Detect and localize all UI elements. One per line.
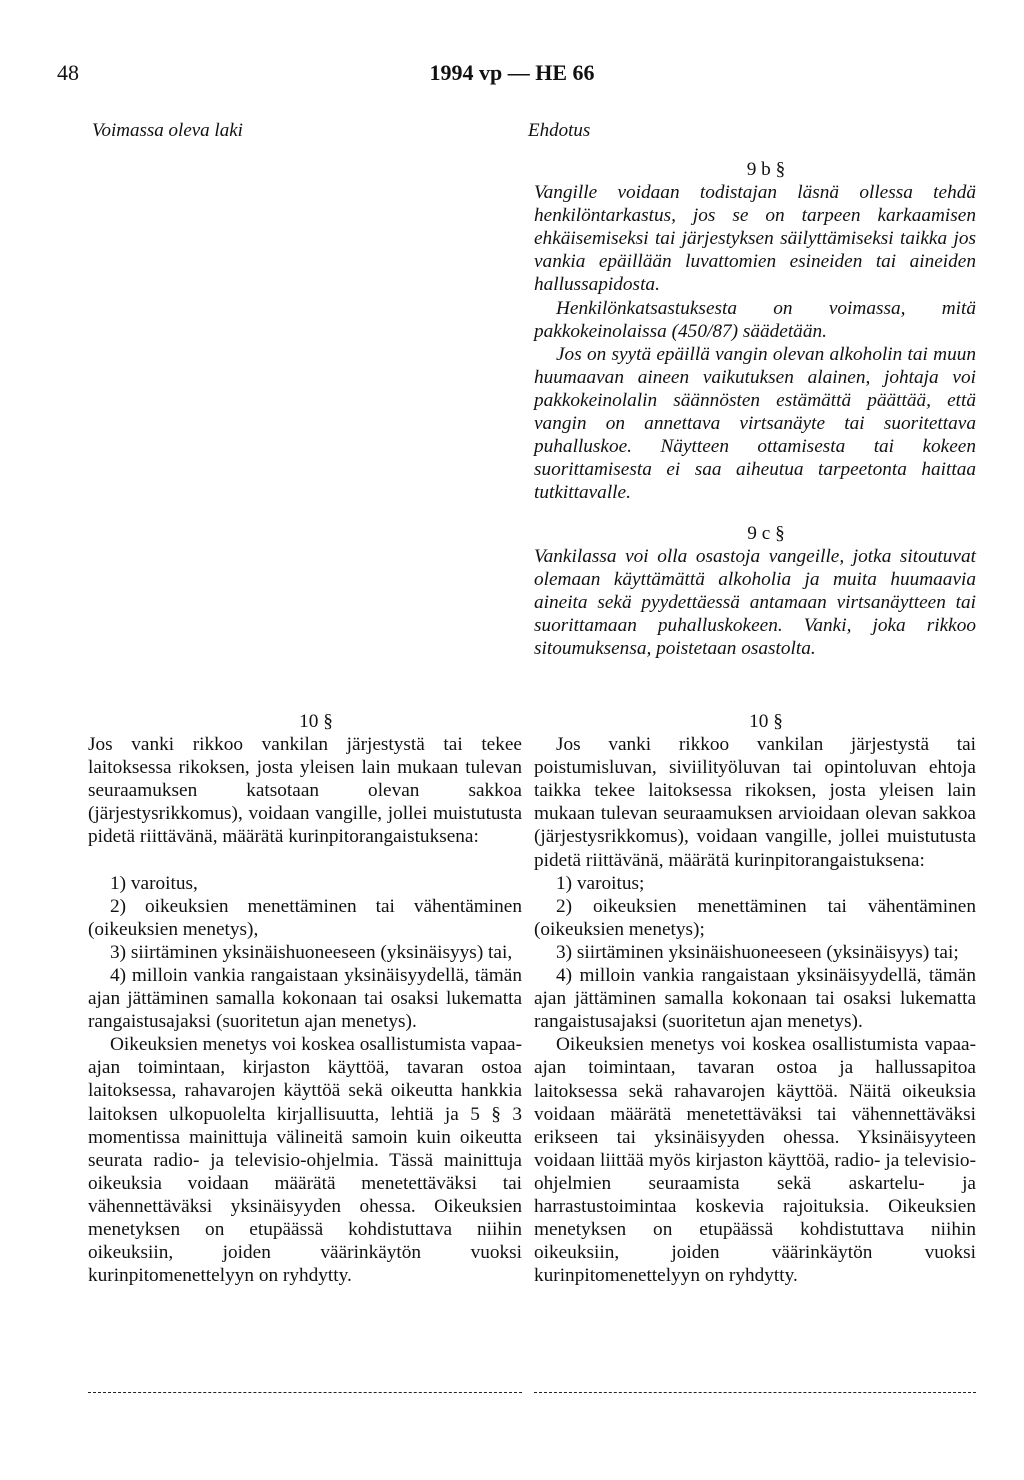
left-section-10-item-4: 4) milloin vankia rangaistaan yksinäisyydellä, tämän ajan jättäminen samalla kokonaan tai osaksi lukematta rangaistusajaksi (suoritetun ajan menetys). bbox=[88, 964, 522, 1033]
left-section-10 bbox=[88, 710, 522, 1287]
section-9b-para-3: Jos on syytä epäillä vangin olevan alkoholin tai muun huumaavan aineen vaikutuksen alainen, johtaja voi pakkokeinolalin säännösten estämättä päättää, että vangin on annettava virtsanäyte tai suoritettava puhalluskoe. Näytteen ottamisesta tai kokeen suorittamisesta ei saa aiheutua tarpeetonta haittaa tutkittavalle. bbox=[534, 343, 976, 504]
section-9b-title: 9 b § bbox=[746, 159, 786, 180]
right-section-10 bbox=[534, 710, 976, 1287]
left-section-10-intro: Jos vanki rikkoo vankilan järjestystä tai tekee laitoksessa rikoksen, josta yleisen lain mukaan tulevan seuraamuksen katsotaan olevan sakkoa (järjestysrikkomus), voidaan vangille, jollei muistutusta pidetä riittävänä, määrätä kurinpitorangaistuksena: bbox=[88, 734, 522, 848]
right-section-10-intro: Jos vanki rikkoo vankilan järjestystä tai poistumisluvan, siviilityöluvan tai opintoluvan ehtoja taikka tekee laitoksessa rikoksen, josta yleisen lain mukaan tulevan seuraamuksen arvioidaan olevan sakkoa (järjestysrikkomus), voidaan vangille, jollei muistutusta pidetä riittävänä, määrätä kurinpitorangaistuksena: bbox=[534, 734, 976, 871]
running-head: 1994 vp — HE 66 bbox=[429, 60, 595, 85]
right-section-10-item-3: 3) siirtäminen yksinäishuoneeseen (yksinäisyys) tai; bbox=[556, 941, 959, 963]
section-9b-para-1: Vangille voidaan todistajan läsnä ollessa tehdä henkilöntarkastus, jos se on tarpeen karkaamisen ehkäisemiseksi tai järjestyksen säilyttämiseksi taikka jos vankia epäillään luvattomien esineiden tai aineiden hallussapidosta. bbox=[534, 182, 976, 296]
page-number: 48 bbox=[57, 60, 79, 85]
left-section-10-title: 10 § bbox=[299, 711, 333, 732]
section-9c bbox=[534, 522, 976, 661]
right-section-10-para-2: Oikeuksien menetys voi koskea osallistumista vapaa-ajan toimintaan, tavaran ostoa ja hallussapitoa laitoksessa sekä rahavarojen käyttöä. Näitä oikeuksia voidaan määrätä menetettäväksi tai vähennettäväksi erikseen tai yksinäisyyden ohessa. Yksinäisyyteen voidaan liittää myös kirjaston käyttöä, radio- ja televisio-ohjelmien seuraamista sekä askartelu- ja harrastustoimintaa koskevia rajoituksia. Oikeuksien menetyksen on etupäässä kohdistuttava niihin oikeuksiin, joiden väärinkäytön vuoksi kurinpitomenettelyyn on ryhdytty. bbox=[534, 1034, 976, 1287]
right-column-header: Ehdotus bbox=[528, 120, 591, 141]
section-9b-para-2: Henkilönkatsastuksesta on voimassa, mitä pakkokeinolaissa (450/87) säädetään. bbox=[534, 297, 976, 342]
left-end-divider bbox=[88, 1392, 522, 1393]
section-9c-para-1: Vankilassa voi olla osastoja vangeille, jotka sitoutuvat olemaan käyttämättä alkoholia ja muita huumaavia aineita sekä pyydettäessä antamaan virtsanäytteen tai suorittamaan puhalluskokeen. Vanki, joka rikkoo sitoumuksensa, poistetaan osastolta. bbox=[534, 546, 976, 660]
left-column-header: Voimassa oleva laki bbox=[92, 120, 243, 141]
right-section-10-item-1: 1) varoitus; bbox=[556, 872, 645, 894]
right-end-divider bbox=[534, 1392, 976, 1393]
left-section-10-item-2: 2) oikeuksien menettäminen tai vähentäminen (oikeuksien menetys), bbox=[88, 895, 522, 940]
right-section-10-title: 10 § bbox=[749, 711, 783, 732]
left-section-10-para-2: Oikeuksien menetys voi koskea osallistumista vapaa-ajan toimintaan, kirjaston käyttöä, tavaran ostoa laitoksessa, rahavarojen käyttöä sekä oikeutta hankkia laitoksen ulkopuolelta kirjallisuutta, lehtiä ja 5 § 3 momentissa mainittuja välineitä samoin kuin oikeutta seurata radio- ja televisio-ohjelmia. Tässä mainittuja oikeuksia voidaan määrätä menetettäväksi tai vähennettäväksi yksinäisyyden ohessa. Oikeuksien menetyksen on etupäässä kohdistuttava niihin oikeuksiin, joiden väärinkäytön vuoksi kurinpitomenettelyyn on ryhdytty. bbox=[88, 1034, 522, 1287]
right-section-10-item-2: 2) oikeuksien menettäminen tai vähentäminen (oikeuksien menetys); bbox=[534, 895, 976, 940]
left-section-10-item-3: 3) siirtäminen yksinäishuoneeseen (yksinäisyys) tai, bbox=[110, 941, 513, 963]
right-section-10-item-4: 4) milloin vankia rangaistaan yksinäisyydellä, tämän ajan jättäminen samalla kokonaan tai osaksi lukematta rangaistusajaksi (suoritetun ajan menetys). bbox=[534, 965, 976, 1033]
section-9c-title: 9 c § bbox=[747, 523, 785, 544]
section-9b bbox=[534, 158, 976, 504]
left-section-10-item-1: 1) varoitus, bbox=[110, 872, 198, 894]
